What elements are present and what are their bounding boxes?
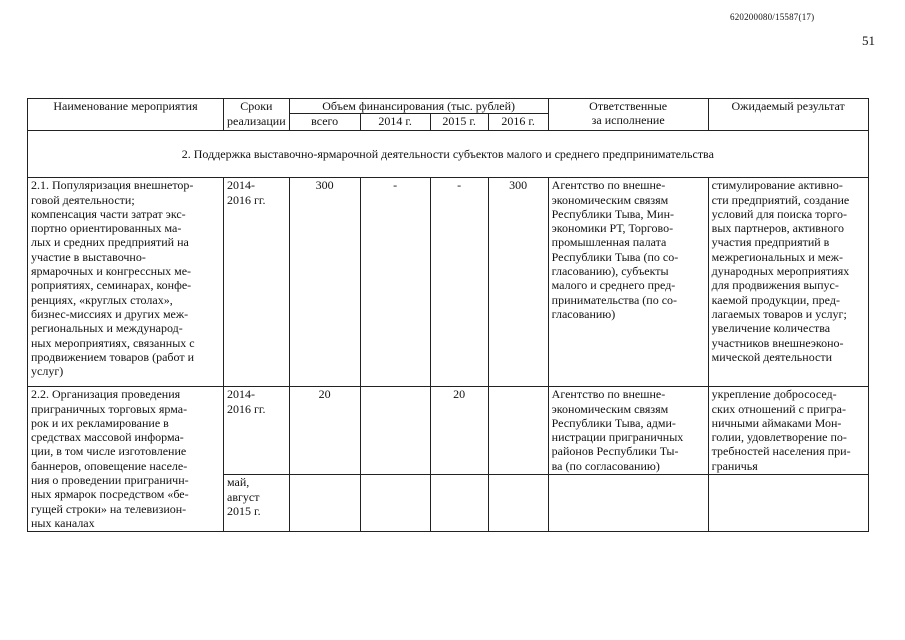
row-2-2-sub-2014 [360,475,430,532]
row-2-2-result-line: голии, удовлетворение по- [711,430,847,445]
page-number: 51 [862,33,875,48]
row-2-1-responsible-line: Республики Тыва, Мин- [551,206,674,221]
row-2-1-terms-line: 2016 гг. [227,192,266,207]
row-2-1-result-line: межрегиональных и меж- [711,249,843,264]
row-2-1-name-line: портно ориентированных ма- [31,221,182,236]
funding-table [27,98,869,532]
header-2016: 2016 г. [488,114,548,131]
header-2015: 2015 г. [430,114,488,131]
row-2-2-responsible-line: Агентство по внешне- [551,387,666,402]
row-2-1-2016: 300 [488,178,548,387]
row-2-1-name-line: участие в выставочно- [31,249,146,264]
row-2-2-responsible-line: Республики Тыва, адми- [551,415,676,430]
row-2-1-result-line: дународных мероприятиях [711,264,850,279]
row-2-2-name-line: ции, в том числе изготовление [31,444,187,459]
row-2-2-name-line: рок и их рекламирование в [31,415,169,430]
row-2-1-2015: - [430,178,488,387]
row-2-1-result-line: увеличение количества [711,321,831,336]
row-2-1-terms-line: 2014- [227,178,255,193]
row-2-2-result-line: граничья [711,458,758,473]
header-result: Ожидаемый результат [708,99,868,131]
row-2-1-name-line: 2.1. Популяризация внешнетор- [31,178,194,193]
header-responsible-line2: за исполнение [591,113,665,128]
row-2-1-result [708,178,868,387]
row-2-1-name-line: услуг) [31,364,64,379]
row-2-2-responsible [548,387,708,475]
row-2-1-result-line: сти предприятий, создание [711,192,850,207]
header-responsible-line1: Ответственные [589,99,668,113]
document-number: 620200080/15587(17) [730,12,815,22]
row-2-2-name-line: ния о проведении приграничн- [31,473,189,488]
row-2-1-name-line: ных мероприятиях, связанных с [31,335,195,350]
row-2-1-result-line: участников внешнеэконо- [711,335,844,350]
row-2-2-sub-terms-line: 2015 г. [227,503,261,518]
row-2-2-name-line: 2.2. Организация проведения [31,387,181,402]
row-2-1-responsible [548,178,708,387]
row-2-1-result-line: мической деятельности [711,349,832,364]
row-2-1-name-line: региональных и международ- [31,321,183,336]
row-2-2-terms [224,387,290,475]
row-2-1-responsible-line: Республики Тыва (по со- [551,249,679,264]
row-2-1-name-line: говой деятельности; [31,192,135,207]
row-2-1-result-line: участия предприятий в [711,235,830,250]
row-2-2-sub-terms-line: август [227,489,260,504]
row-2-1-name-line: ярмарочных и конгрессных ме- [31,264,192,279]
row-2-2-result-line: требностей населения при- [711,444,851,459]
row-2-2-responsible-line: ва (по согласованию) [551,458,660,473]
row-2-2-name [28,387,224,532]
row-2-2-name-line: средствах массовой информа- [31,430,184,445]
row-2-2-name-line: приграничных торговых ярма- [31,401,188,416]
row-2-2-name-line: баннеров, оповещение населе- [31,458,188,473]
header-name: Наименование мероприятия [28,99,224,131]
row-2-2-sub-terms-line: май, [227,475,250,490]
row-2-1-total: 300 [289,178,360,387]
row-2-2-responsible-line: районов Республики Ты- [551,444,679,459]
row-2-2-name-line: ных ярмарок посредством «бе- [31,487,189,502]
row-2-1-responsible-line: гласованию) [551,306,616,321]
row-2-1-name-line: продвижением товаров (работ и [31,349,195,364]
header-total: всего [289,114,360,131]
row-2-2-sub-result [708,475,868,532]
row-2-1-2014: - [360,178,430,387]
row-2-1-result-line: стимулирование активно- [711,178,843,193]
row-2-1-result-line: лагаемых товаров и услуг; [711,306,847,321]
row-2-2-responsible-line: нистрации приграничных [551,430,684,445]
row-2-1-result-line: условий для поиска торго- [711,206,847,221]
row-2-2-result-line: ничными аймаками Мон- [711,415,842,430]
row-2-1-result-line: вых партнеров, активного [711,221,845,236]
header-2014: 2014 г. [360,114,430,131]
row-2-2-terms-line: 2016 гг. [227,401,266,416]
row-2-1-name-line: лых и средних предприятий на [31,235,189,250]
row-2-1-responsible-line: гласованию), субъекты [551,264,669,279]
row-2-2-sub-responsible [548,475,708,532]
row-2-1-result-line: каемой продукции, пред- [711,292,840,307]
row-2-2-terms-line: 2014- [227,387,255,402]
row-2-1-name-line: ренциях, «круглых столах», [31,292,173,307]
row-2-1-responsible-line: экономики РТ, Торгово- [551,221,674,236]
row-2-1-responsible-line: принимательства (по со- [551,292,678,307]
row-2-2-result-line: укрепление добрососед- [711,387,837,402]
row-2-2-sub-2016 [488,475,548,532]
row-2-2-sub-total [289,475,360,532]
row-2-2-2014 [360,387,430,475]
row-2-1-responsible-line: Агентство по внешне- [551,178,666,193]
row-2-1-responsible-line: промышленная палата [551,235,667,250]
row-2-1-responsible-line: экономическим связям [551,192,669,207]
row-2-2-name-line: гущей строки» на телевизион- [31,501,187,516]
row-2-2-sub-2015 [430,475,488,532]
row-2-2-2016 [488,387,548,475]
header-responsible [548,99,708,131]
row-2-1-name-line: бизнес-миссиях и других меж- [31,306,189,321]
row-2-2-total: 20 [289,387,360,475]
header-terms-line2: реализации [224,114,290,131]
header-terms: Сроки [224,99,290,114]
header-funding: Объем финансирования (тыс. рублей) [289,99,548,114]
row-2-2-name-line: ных каналах [31,515,95,530]
row-2-2-responsible-line: экономическим связям [551,401,669,416]
row-2-2-sub-terms [224,475,290,532]
row-2-1-result-line: для продвижения выпус- [711,278,839,293]
row-2-1-name-line: компенсация части затрат экс- [31,206,186,221]
row-2-2-result [708,387,868,475]
row-2-1-responsible-line: малого и среднего пред- [551,278,676,293]
section-title: 2. Поддержка выставочно-ярмарочной деятельности субъектов малого и среднего предпринимательства [28,131,869,178]
row-2-1-terms [224,178,290,387]
row-2-2-2015: 20 [430,387,488,475]
row-2-2-result-line: ских отношений с пригра- [711,401,846,416]
row-2-1-name-line: роприятиях, семинарах, конфе- [31,278,192,293]
row-2-1-name [28,178,224,387]
